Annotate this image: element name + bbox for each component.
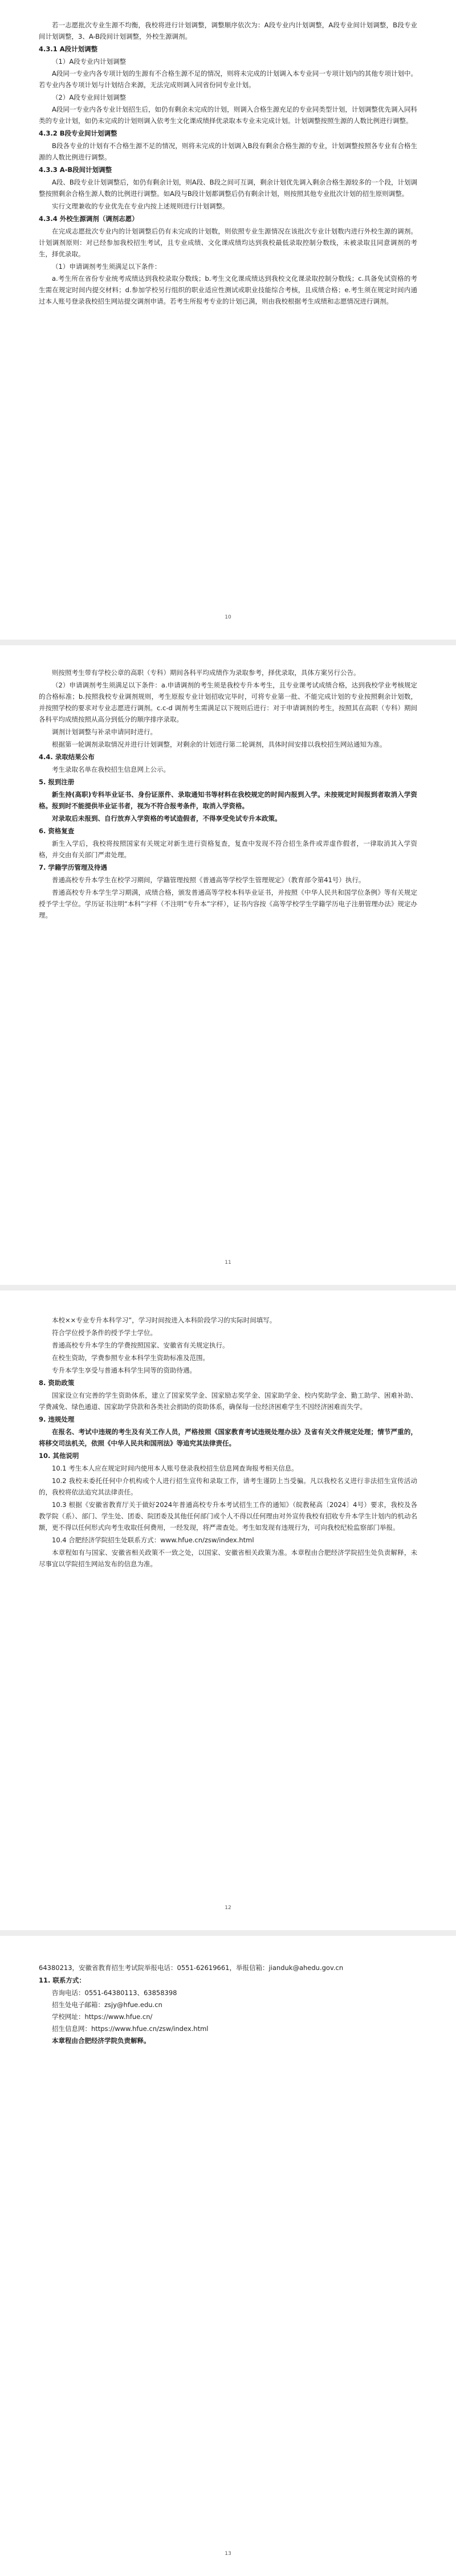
admissions-website-link[interactable]: 招生信息网：https://www.hfue.cn/zsw/index.html [52, 2025, 209, 2033]
page-number: 12 [225, 1905, 231, 1911]
document-page-3 [0, 1291, 456, 1930]
paragraph: A段同一专业内各专业计划招生后，如仍有剩余未完成的计划，则调入合格生源充足的专业同类型计划，计划调整优先调入同科类的专业计划，如仍未完成的计划则调入依考生文化课成绩择优录取本专业未完成计划。计划调整按照生源的人数比例进行调整。 [39, 105, 417, 125]
paragraph: 新生入学后，我校将按照国家有关规定对新生进行资格复查，复查中发现不符合招生条件或弄虚作假者，一律取消其入学资格，并交由有关部门严肃处理。 [39, 839, 417, 859]
section-heading: 6. 资格复查 [39, 827, 75, 835]
paragraph: 普通高校专升本学生学习期满，成绩合格，颁发普通高等学校本科毕业证书，并按照《中华人民共和国学位条例》等有关规定授予学士学位。学历证书注明“本科”字样（不注明“专升本”字样），证书内容按《高等学校学生学籍学历电子注册管理办法》规定办理。 [39, 888, 417, 919]
section-heading: 4.3.2 B段专业间计划调整 [39, 129, 117, 137]
section-heading: 5. 报到注册 [39, 778, 75, 786]
paragraph: 符合学位授予条件的授予学士学位。 [52, 1329, 157, 1337]
paragraph: （2）申请调剂考生须满足以下条件：a.申请调剂的考生须是我校专升本考生，且专业课考试成绩合格，达到我校学业考核规定的合格标准；b.按照我校专业调剂规则，考生原报专业计划招收完毕时，可将专业第一批、不能完成计划的专业按照剩余计划数，并按照学校的要求对专业志愿进行调剂。c.c-d 调剂考生需满足以下规则后进行：对于申请调剂的考生，按照其在高职（专科）期间各科平均成绩按照从高分到低分的顺序排序录取。 [39, 681, 417, 723]
paragraph: a.考生所在省份专业统考成绩达到我校录取分数线；b.考生文化课成绩达到我校文化课录取控制分数线；c.具备免试资格的考生需在规定时间内提交材料；d.参加学校另行组织的职业适应性测试或职业技能综合考核，且成绩合格；e.考生须在规定时间内通过本人账号登录我校招生网站提交调剂申请。若考生所报考专业的计划已满，则由我校根据考生成绩和志愿情况进行调剂。 [39, 275, 417, 305]
subheading: （2）A段专业间计划调整 [52, 93, 127, 101]
paragraph: B段各专业的计划有不合格生源不足的情况，则将未完成的计划调入B段有剩余合格生源的专业，计划调整按照各专业有合格生源的人数比例进行调整。 [39, 142, 417, 161]
paragraph: 根据第一轮调剂录取情况并进行计划调整，对剩余的计划进行第二轮调剂，具体时间安排以我校招生网站通知为准。 [52, 740, 386, 748]
closing-statement: 本章程由合肥经济学院负责解释。 [52, 2037, 150, 2045]
emphasized-paragraph: 对录取后未报到、自行放弃入学资格的考试造假者，不得享受免试专升本政策。 [52, 814, 282, 822]
section-heading: 7. 学籍学历管理及待遇 [39, 863, 107, 871]
paragraph: 在校生资助，学费参照专业本科学生资助标准及范围。 [52, 1354, 209, 1362]
subheading: （1）A段专业内计划调整 [52, 58, 127, 65]
section-heading: 4.3.4 外校生源调剂（调剂志愿） [39, 215, 139, 223]
list-item: 10.4 合肥经济学院招生处联系方式：www.hfue.cn/zsw/index.html [52, 1536, 254, 1544]
paragraph: 普通高校专升本学生的学费按照国家、安徽省有关规定执行。 [52, 1341, 229, 1349]
page-number: 13 [225, 2551, 231, 2557]
section-heading: 10. 其他说明 [39, 1452, 79, 1460]
paragraph: 国家设立有完善的学生资助体系，建立了国家奖学金、国家励志奖学金、国家助学金、校内奖助学金、勤工助学、困难补助、学费减免、绿色通道、国家助学贷款和各类社会捐助的资助体系，确保每一位经济困难学生不因经济困难而失学。 [39, 1391, 417, 1411]
paragraph: A段、B段专业计划调整后，如仍有剩余计划，则A段、B段之间可互调，剩余计划优先调入剩余合格生源较多的一个段，计划调整按照剩余合格生源人数的比例进行调整。如A段与B段计划都调整后仍有剩余计划，则按照其他专业批次计划的招生原则调整。 [39, 178, 418, 198]
paragraph: 若一志愿批次专业生源不均衡，我校将进行计划调整，调整顺序依次为：A段专业内计划调整，A段专业间计划调整，B段专业间计划调整，3、A-B段间计划调整，外校生源调剂。 [39, 21, 417, 40]
paragraph: 64380213，安徽省教育招生考试院举报电话：0551-62619661，举报信箱：jianduk@ahedu.gov.cn [39, 1964, 344, 1972]
list-item: 10.3 根据《安徽省教育厅关于做好2024年普通高校专升本考试招生工作的通知》（皖教秘高〔2024〕4号）要求，我校及各教学院（系）、部门、学生处、团委、院团委及其他任何部门或个人不得以任何理由对外宣传我校有招收专升本学生计划内的机动名额，更不得以任何形式向考生收取任何费用，一经发现，将严肃查处。考生如发现有违规行为，可向我校纪检监察部门举报。 [39, 1501, 417, 1531]
list-item: 10.2 我校未委托任何中介机构或个人进行招生宣传和录取工作，请考生谨防上当受骗。凡以我校名义进行非法招生宣传活动的，我校将依法追究其法律责任。 [39, 1477, 417, 1496]
document-page-4 [0, 1936, 456, 2576]
section-heading: 11. 联系方式： [39, 1976, 85, 1984]
contact-email[interactable]: 招生处电子邮箱：zsjy@hfue.edu.cn [52, 2001, 162, 2009]
paragraph: 实行文理兼收的专业优先在专业内按上述规则进行计划调整。 [52, 202, 229, 210]
school-website-link[interactable]: 学校网址：https://www.hfue.cn/ [52, 2013, 153, 2021]
page-number: 11 [225, 1260, 231, 1266]
paragraph: 本章程如有与国家、安徽省相关政策不一致之处，以国家、安徽省相关政策为准。本章程由合肥经济学院招生处负责解释，未尽事宜以学院招生网站发布的信息为准。 [39, 1549, 417, 1568]
section-heading: 4.3.3 A-B段间计划调整 [39, 166, 112, 174]
paragraph: 则按照考生带有学校公章的高职（专科）期间各科平均成绩作为录取参考，择优录取，具体方案另行公告。 [52, 669, 360, 677]
paragraph: 在完成志愿批次专业内的计划调整后仍有未完成的计划数，则依照专业生源情况在该批次专业计划数内进行外校生源的调剂。计划调剂原则：对已经参加我校招生考试，且专业成绩、文化课成绩均达到我校最低录取控制分数线，未被录取且同意调剂的考生，择优录取。 [39, 227, 417, 258]
paragraph: 本校××专业专升本科学习”，学习时间按进入本科阶段学习的实际时间填写。 [52, 1316, 276, 1324]
contact-phone: 咨询电话：0551-64380113、63858398 [52, 1989, 177, 1997]
paragraph: 普通高校专升本学生在校学习期间，学籍管理按照《普通高等学校学生管理规定》（教育部令第41号）执行。 [52, 876, 365, 884]
document-page-1 [0, 0, 456, 640]
section-heading: 4.3.1 A段计划调整 [39, 45, 98, 53]
paragraph: 调剂计划调整与补录申请同时进行。 [52, 728, 157, 736]
emphasized-paragraph: 新生持(高职)专科毕业证书、身份证原件、录取通知书等材料在我校规定的时间内报到入学。未按规定时间报到者取消入学资格。报到时不能提供毕业证书者，视为不符合报考条件，取消入学资格。 [39, 791, 417, 810]
section-heading: 9. 违规处理 [39, 1415, 75, 1423]
section-heading: 4.4. 录取结果公布 [39, 753, 95, 761]
paragraph: A段同一专业内各专项计划的生源有不合格生源不足的情况，则将未完成的计划调入本专业同一专项计划内的其他专项计划中。若专业内各专项计划与计划结合来源，无法完成则调入同省份同专业计划。 [39, 69, 417, 89]
document-page-2 [0, 645, 456, 1285]
list-item: 10.1 考生本人应在规定时间内使用本人账号登录我校招生信息网查询报考相关信息。 [52, 1464, 298, 1472]
paragraph: 专升本学生享受与普通本科学生同等的资助待遇。 [52, 1366, 196, 1374]
paragraph: 考生录取名单在我校招生信息网上公示。 [52, 765, 170, 773]
section-heading: 8. 资助政策 [39, 1379, 75, 1387]
emphasized-paragraph: 在报名、考试中违规的考生及有关工作人员，严格按照《国家教育考试违规处理办法》及省有关文件规定处理；情节严重的，将移交司法机关，依照《中华人民共和国刑法》等追究其法律责任。 [39, 1428, 417, 1447]
page-number: 10 [225, 615, 231, 620]
subheading: （1）申请调剂考生须满足以下条件： [52, 263, 161, 271]
